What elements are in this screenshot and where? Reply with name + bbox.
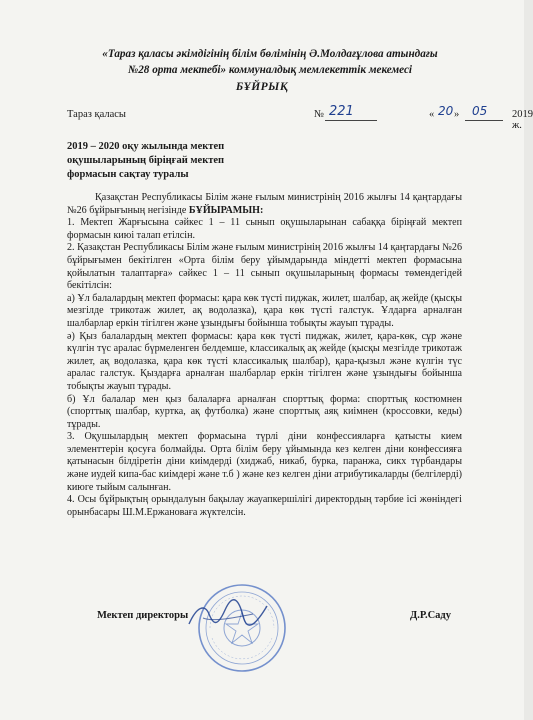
intro-text: Қазақстан Республикасы Білім және ғылым министрінің 2016 жылғы 14 қаңтардағы №26 бұйрығының негізінде — [67, 192, 462, 216]
director-title: Мектеп директоры — [97, 610, 189, 621]
order-subject — [67, 140, 307, 182]
clause-2a: а) Ұл балалардың мектеп формасы: қара көк түсті пиджак, жилет, шалбар, ақ жейде (қысқы мезгілде трикотаж жилет, ақ водолазка), қара көк түсті галстук. Ұлдарға арналған шалбарлар еркін тігілген және ұзындығы бойынша тобықты жауып тұрады. — [67, 292, 462, 329]
clause-4: 4. Осы бұйрықтың орындалуын бақылау жауапкершілігі директордың тәрбие ісі жөніндегі орынбасары Ш.М.Ержановаға жүктелсін. — [67, 494, 462, 518]
subject-line-1: 2019 – 2020 оқу жылында мектеп — [67, 141, 225, 152]
date-day-handwritten: 20 — [438, 104, 454, 118]
order-keyword: БҰЙЫРАМЫН: — [188, 204, 264, 216]
clause-2b: б) Ұл балалар мен қыз балаларға арналған спорттық форма: спорттық костюмнен (спорттық шалбар, куртка, ақ футболка) және спорттық аяқ киімнен (кроссовки, кеды) тұрады. — [67, 393, 462, 430]
date-month-handwritten: 05 — [472, 104, 488, 118]
order-body — [67, 192, 462, 519]
header-line-2: №28 орта мектебі» коммуналдық мемлекеттік мекемесі — [127, 64, 413, 76]
date-underline — [465, 120, 503, 121]
subject-line-2: оқушыларының біріңғай мектеп — [67, 155, 225, 166]
director-name: Д.Р.Саду — [410, 610, 451, 621]
clause-3: 3. Оқушылардың мектеп формасына түрлі діни конфессияларға қатысты кием элементтерін қосуға болмайды. Орта білім беру ұйымында кез келген діни конфессияға қатынасын білдіретін діни киімдерді (хиджаб, никаб, бурка, паранжа, сикх түрбандары және иудей кипа-бас киімдері және т.б ) және кез келген діни атрибутикаларды (белгілерді) киюге тыйым салынған. — [67, 431, 462, 493]
clause-1: 1. Мектеп Жарғысына сәйкес 1 – 11 сынып оқушыларынан сабаққа біріңғай мектеп формасын киюі талап етілсін. — [67, 217, 462, 241]
date-close-quote: » — [454, 109, 460, 120]
order-number-handwritten: 221 — [329, 104, 354, 119]
city-name: Тараз қаласы — [67, 109, 126, 120]
header-line-1: «Тараз қаласы әкімдігінің білім бөлімінің Ә.Молдағұлова атындағы — [102, 48, 438, 60]
director-signature-icon — [183, 588, 273, 638]
number-underline — [325, 120, 377, 121]
document-title: БҰЙРЫҚ — [235, 81, 289, 93]
number-sign: № — [314, 109, 325, 120]
clause-2ae: ә) Қыз балалардың мектеп формасы: қара көк түсті пиджак, жилет, қара-көк, сұр және күлгін түс аралас бүрмеленген белдемше, классикалық ақ жейде (қысқы мезгілде трикотаж жилет, ақ водолазка, қара көк түсті классикалық шалбар), қара-қызыл және күлгін түс аралас галстук. Қыздарға арналған шалбарлар еркін тігілген және ұзындығы бойынша тобықты жауып тұрады. — [67, 330, 462, 392]
clause-2: 2. Қазақстан Республикасы Білім және ғылым министрінің 2016 жылғы 14 қаңтардағы №26 бұйрығымен бекітілген «Орта білім беру ұйымдарында міндетті мектеп формасына қойылатын талаптарға» сәйкес 1 – 11 сынып оқушыларының формасы төмендегідей бекітілсін: — [67, 242, 462, 292]
subject-line-3: формасын сақтау туралы — [67, 169, 189, 180]
date-open-quote: « — [429, 109, 435, 120]
intro-paragraph — [67, 192, 462, 217]
institution-header — [60, 46, 480, 78]
place-number-date-line — [67, 104, 533, 131]
date-year: 2019 ж. — [512, 109, 533, 131]
